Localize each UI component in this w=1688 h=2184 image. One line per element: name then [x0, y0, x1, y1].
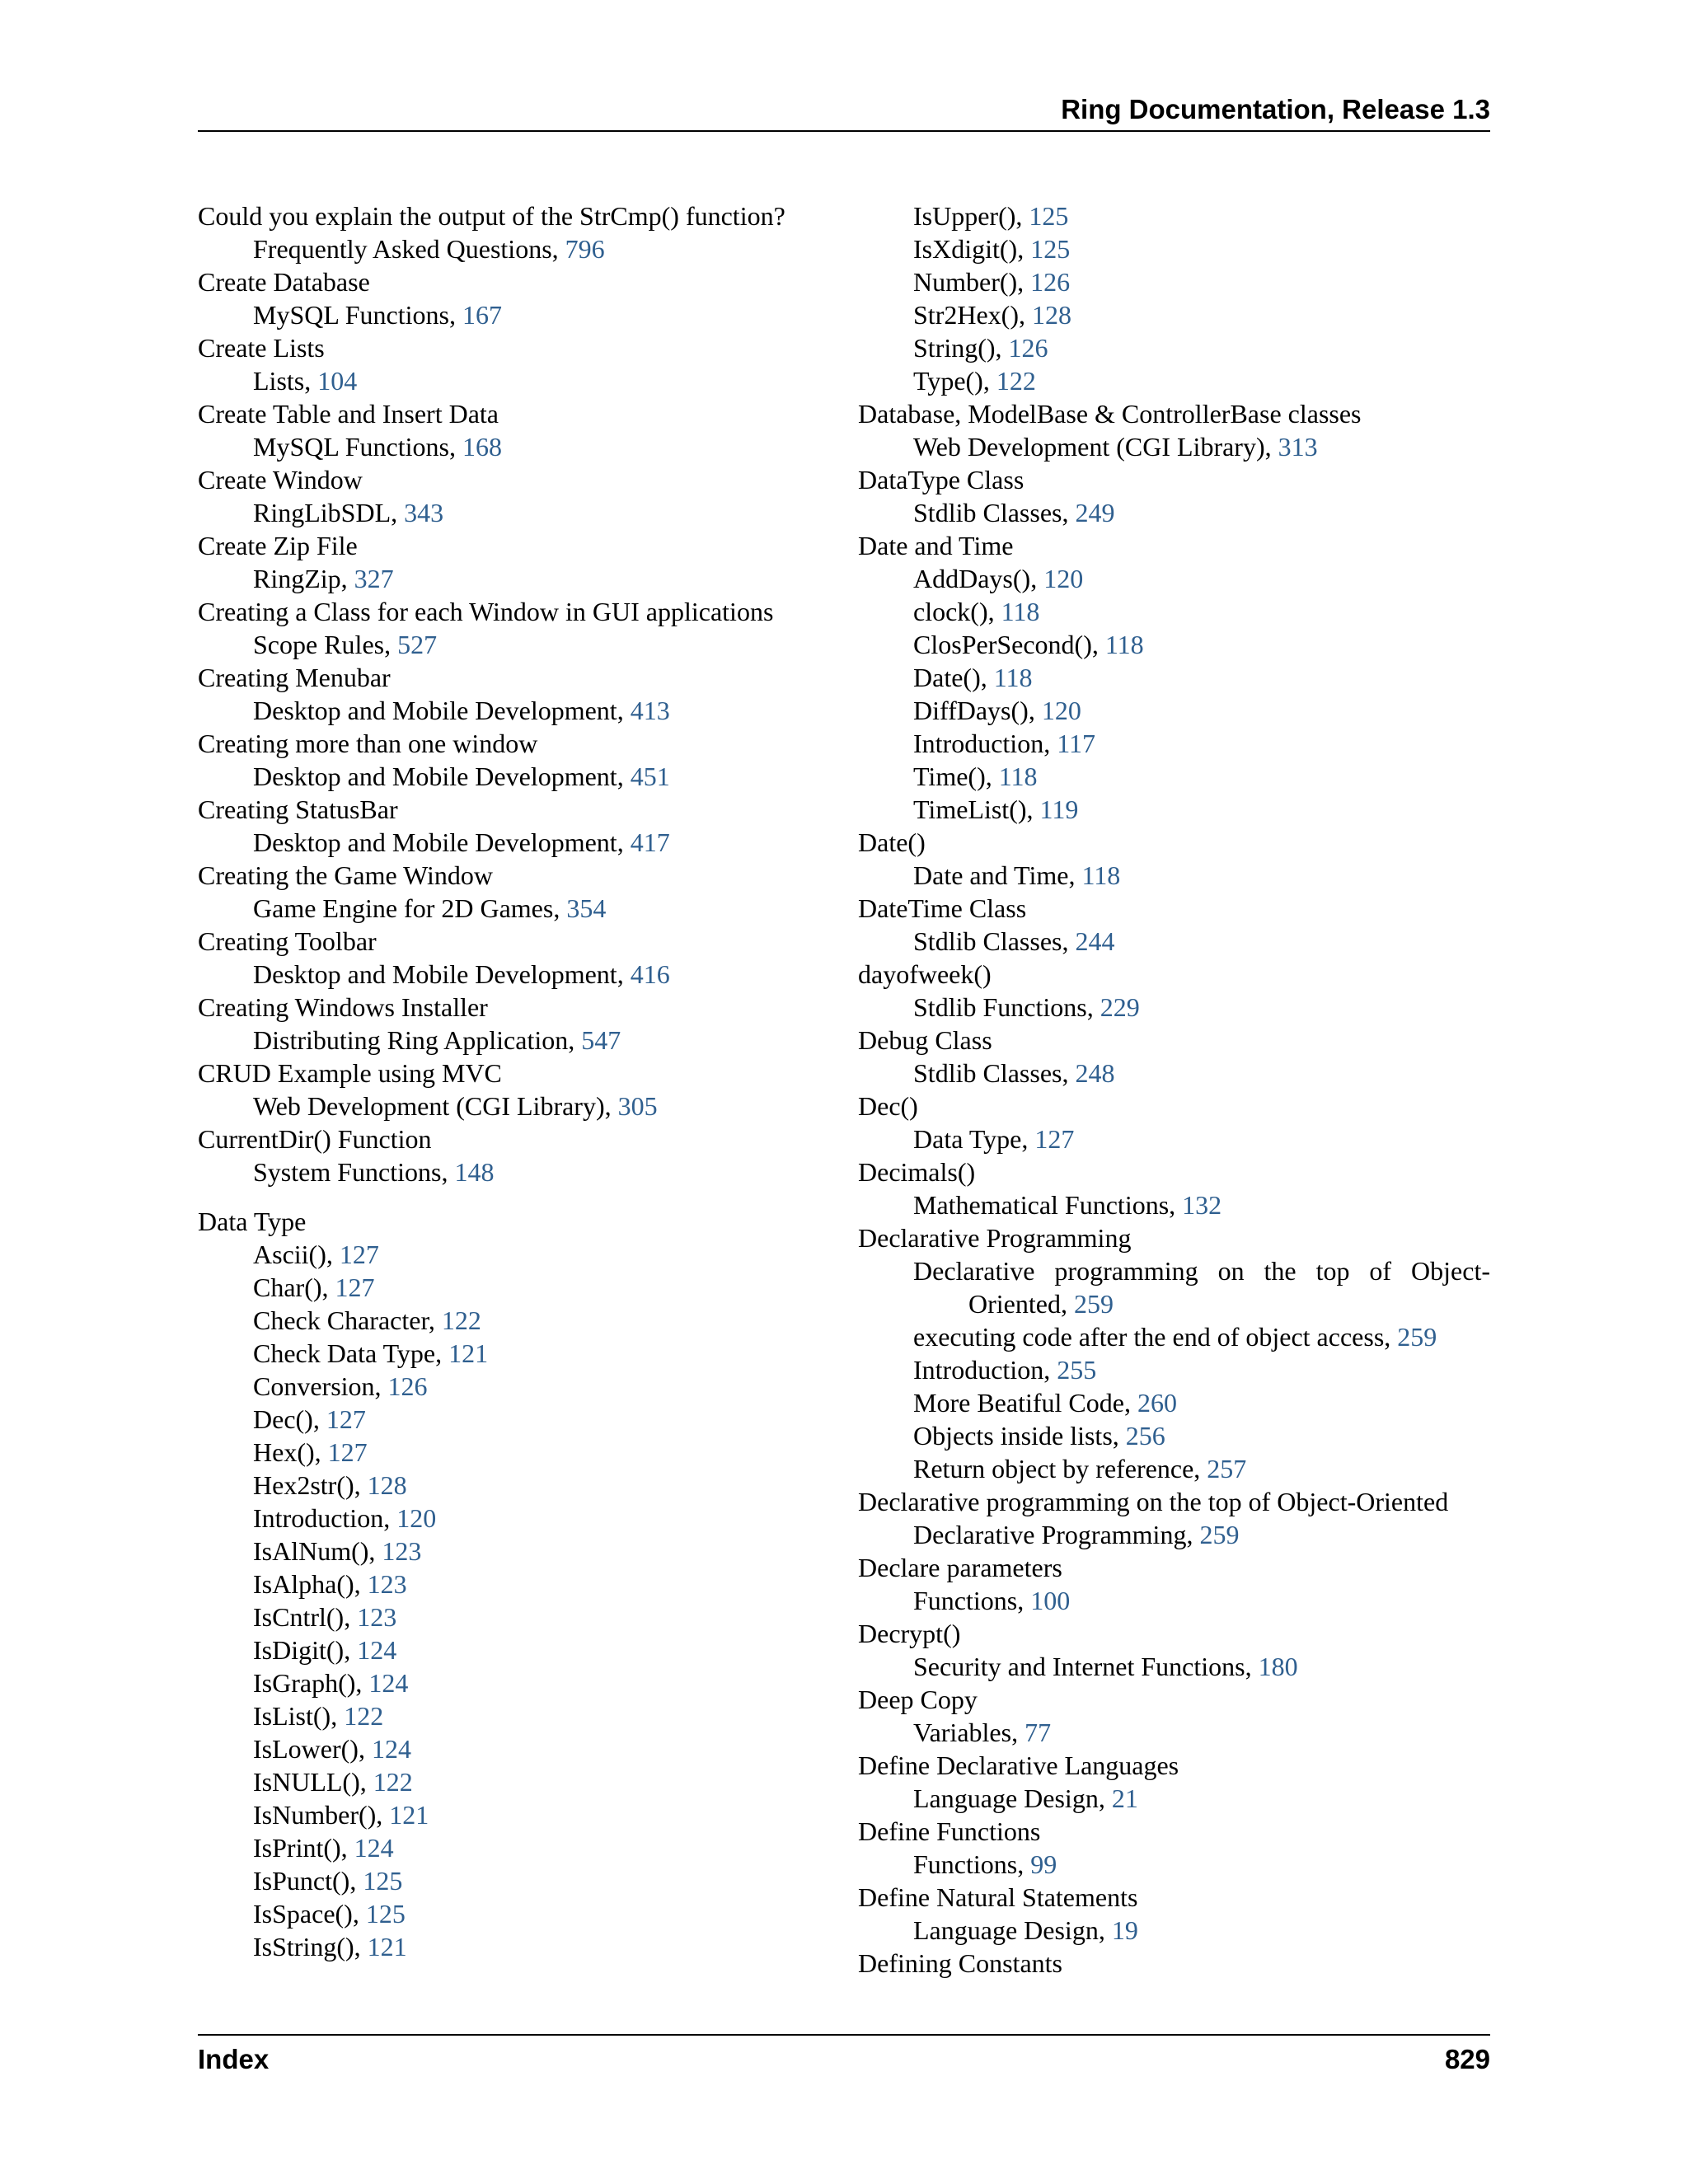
index-entry — [858, 1485, 1490, 1518]
index-term: More Beatiful Code — [913, 1388, 1124, 1418]
index-term: Ascii() — [253, 1240, 326, 1269]
index-term: TimeList() — [913, 794, 1027, 824]
index-term: Stdlib Classes — [913, 498, 1062, 527]
index-subentry: Date(), 118 — [913, 663, 1033, 692]
index-term: Language Design — [913, 1783, 1099, 1813]
page-reference-link[interactable]: 128 — [367, 1470, 407, 1500]
page-reference-link[interactable]: 124 — [368, 1668, 409, 1698]
index-subentry: Web Development (CGI Library), 313 — [913, 432, 1318, 462]
page-reference-link[interactable]: 123 — [357, 1602, 397, 1632]
page-reference-link[interactable]: 527 — [397, 630, 438, 659]
page-reference-link[interactable]: 126 — [387, 1371, 428, 1401]
footer-rule — [198, 2034, 1490, 2036]
page-reference-link[interactable]: 118 — [993, 663, 1033, 692]
index-entry — [198, 595, 824, 628]
index-column-left — [198, 199, 824, 1963]
index-term: Define Functions — [858, 1816, 1041, 1846]
page-reference-link[interactable]: 259 — [1397, 1322, 1437, 1352]
index-term: Declarative programming on the top of Object-Oriented — [913, 1256, 1490, 1319]
index-term: Database, ModelBase & ControllerBase classes — [858, 399, 1362, 429]
index-term: AddDays() — [913, 564, 1031, 593]
index-entry — [858, 1090, 1490, 1122]
index-subentry: Security and Internet Functions, 180 — [913, 1652, 1298, 1681]
index-subentry: Declarative programming on the top of Object-Oriented, 259 — [913, 1256, 1490, 1319]
index-term: System Functions — [253, 1157, 442, 1187]
index-entry — [198, 397, 824, 430]
page-reference-link[interactable]: 127 — [327, 1437, 368, 1467]
index-entry — [858, 1155, 1490, 1188]
index-entry — [198, 727, 824, 760]
index-subentry: Type(), 122 — [913, 366, 1036, 396]
index-subentry: AddDays(), 120 — [913, 564, 1084, 593]
index-subentry: String(), 126 — [913, 333, 1048, 363]
index-term: Stdlib Classes — [913, 1058, 1062, 1088]
index-subentry: Functions, 100 — [913, 1586, 1071, 1615]
index-term: Return object by reference — [913, 1454, 1194, 1483]
page-reference-link[interactable]: 118 — [998, 762, 1038, 791]
index-term: Declare parameters — [858, 1553, 1062, 1582]
index-subentry: clock(), 118 — [913, 597, 1040, 626]
page-reference-link[interactable]: 123 — [367, 1569, 407, 1599]
index-entry — [198, 1205, 824, 1238]
index-subentry: TimeList(), 119 — [913, 794, 1079, 824]
index-term: Stdlib Functions — [913, 992, 1087, 1022]
index-term: IsNULL() — [253, 1767, 360, 1797]
index-entry — [198, 1057, 824, 1090]
index-subentry: Variables, 77 — [913, 1718, 1052, 1747]
index-subentry: Conversion, 126 — [253, 1371, 428, 1401]
page-reference-link[interactable]: 123 — [382, 1536, 422, 1566]
index-term: MySQL Functions — [253, 432, 449, 462]
index-subentry: Declarative Programming, 259 — [913, 1520, 1240, 1549]
index-term: Security and Internet Functions — [913, 1652, 1245, 1681]
index-subentry: ClosPerSecond(), 118 — [913, 630, 1144, 659]
page-reference-link[interactable]: 180 — [1258, 1652, 1298, 1681]
index-subentry: IsDigit(), 124 — [253, 1635, 397, 1665]
index-term: Introduction — [913, 729, 1044, 758]
index-term: Functions — [913, 1849, 1018, 1879]
index-subentry: Frequently Asked Questions, 796 — [253, 234, 605, 264]
page-reference-link[interactable]: 127 — [1034, 1124, 1075, 1154]
page-reference-link[interactable]: 122 — [344, 1701, 384, 1731]
index-entry — [198, 265, 824, 298]
page-reference-link[interactable]: 259 — [1199, 1520, 1240, 1549]
index-entry — [858, 1749, 1490, 1782]
index-term: Create Zip File — [198, 531, 358, 560]
index-term: DiffDays() — [913, 696, 1029, 725]
index-term: MySQL Functions — [253, 300, 449, 330]
index-subentry: IsNumber(), 121 — [253, 1800, 429, 1830]
index-subentry: Dec(), 127 — [253, 1404, 366, 1434]
page-reference-link[interactable]: 259 — [1073, 1289, 1114, 1319]
index-term: IsPunct() — [253, 1866, 350, 1896]
index-term: Introduction — [913, 1355, 1044, 1385]
page-reference-link[interactable]: 117 — [1057, 729, 1095, 758]
index-subentry: Char(), 127 — [253, 1272, 375, 1302]
page-reference-link[interactable]: 125 — [1029, 201, 1069, 231]
page-reference-link[interactable]: 120 — [1043, 564, 1084, 593]
page-reference-link[interactable]: 120 — [396, 1503, 437, 1533]
index-subentry: Web Development (CGI Library), 305 — [253, 1091, 658, 1121]
page-reference-link[interactable]: 118 — [1081, 860, 1121, 890]
index-term: Create Table and Insert Data — [198, 399, 499, 429]
index-term: Mathematical Functions — [913, 1190, 1170, 1220]
index-subentry: Desktop and Mobile Development, 417 — [253, 827, 670, 857]
page-reference-link[interactable]: 125 — [363, 1866, 403, 1896]
page-reference-link[interactable]: 128 — [1031, 300, 1071, 330]
index-term: ClosPerSecond() — [913, 630, 1092, 659]
index-term: Hex() — [253, 1437, 315, 1467]
index-subentry: Scope Rules, 527 — [253, 630, 438, 659]
page-reference-link[interactable]: 305 — [617, 1091, 658, 1121]
page-reference-link[interactable]: 125 — [1030, 234, 1071, 264]
index-term: IsAlpha() — [253, 1569, 354, 1599]
index-term: Dec() — [858, 1091, 918, 1121]
index-term: Deep Copy — [858, 1685, 978, 1714]
index-term: Dec() — [253, 1404, 313, 1434]
index-entry — [198, 199, 824, 232]
index-subentry: IsLower(), 124 — [253, 1734, 411, 1764]
index-term: IsList() — [253, 1701, 331, 1731]
page-reference-link[interactable]: 327 — [354, 564, 394, 593]
index-subentry: More Beatiful Code, 260 — [913, 1388, 1177, 1418]
index-term: IsNumber() — [253, 1800, 377, 1830]
index-term: IsPrint() — [253, 1833, 341, 1863]
page-reference-link[interactable]: 127 — [339, 1240, 379, 1269]
page-reference-link[interactable]: 77 — [1025, 1718, 1052, 1747]
index-entry — [858, 397, 1490, 430]
index-subentry: Number(), 126 — [913, 267, 1071, 297]
index-subentry: executing code after the end of object access, 259 — [913, 1322, 1437, 1352]
index-subentry: IsXdigit(), 125 — [913, 234, 1071, 264]
index-subentry: IsSpace(), 125 — [253, 1899, 406, 1929]
index-entry — [858, 826, 1490, 859]
index-subentry: Ascii(), 127 — [253, 1240, 379, 1269]
page-reference-link[interactable]: 126 — [1030, 267, 1071, 297]
index-subentry: MySQL Functions, 167 — [253, 300, 502, 330]
index-subentry: Time(), 118 — [913, 762, 1038, 791]
page-reference-link[interactable]: 255 — [1057, 1355, 1097, 1385]
index-term: Frequently Asked Questions — [253, 234, 552, 264]
footer-page-number: 829 — [1444, 2044, 1490, 2074]
index-subentry: DiffDays(), 120 — [913, 696, 1081, 725]
index-subentry: IsPunct(), 125 — [253, 1866, 403, 1896]
index-entry — [858, 1947, 1490, 1980]
page-reference-link[interactable]: 126 — [1008, 333, 1048, 363]
page-reference-link[interactable]: 122 — [373, 1767, 413, 1797]
index-entry — [198, 463, 824, 496]
index-entry — [198, 991, 824, 1024]
index-term: Desktop and Mobile Development — [253, 762, 617, 791]
page-reference-link[interactable]: 122 — [441, 1305, 481, 1335]
index-subentry: IsString(), 121 — [253, 1932, 407, 1961]
index-term: Time() — [913, 762, 986, 791]
index-subentry: MySQL Functions, 168 — [253, 432, 502, 462]
index-term: Creating a Class for each Window in GUI applications — [198, 597, 774, 626]
index-term: Variables — [913, 1718, 1012, 1747]
index-entry — [858, 892, 1490, 925]
index-term: Create Database — [198, 267, 370, 297]
index-term: Functions — [913, 1586, 1018, 1615]
index-term: Decimals() — [858, 1157, 976, 1187]
page-reference-link[interactable]: 229 — [1100, 992, 1140, 1022]
index-term: Creating more than one window — [198, 729, 538, 758]
page-reference-link[interactable]: 417 — [630, 827, 670, 857]
page-reference-link[interactable]: 118 — [1001, 597, 1040, 626]
index-term: Number() — [913, 267, 1018, 297]
index-term: String() — [913, 333, 996, 363]
index-entry — [198, 529, 824, 562]
index-term: Language Design — [913, 1915, 1099, 1945]
index-term: RingLibSDL — [253, 498, 392, 527]
index-subentry: Objects inside lists, 256 — [913, 1421, 1165, 1451]
page-reference-link[interactable]: 127 — [326, 1404, 366, 1434]
index-term: Desktop and Mobile Development — [253, 827, 617, 857]
index-term: Conversion — [253, 1371, 375, 1401]
running-header-title: Ring Documentation, Release 1.3 — [1061, 94, 1490, 124]
index-subentry: IsAlpha(), 123 — [253, 1569, 407, 1599]
page-reference-link[interactable]: 124 — [357, 1635, 397, 1665]
page-reference-link[interactable]: 167 — [462, 300, 502, 330]
page-reference-link[interactable]: 313 — [1278, 432, 1318, 462]
page-reference-link[interactable]: 119 — [1039, 794, 1079, 824]
index-term: IsAlNum() — [253, 1536, 369, 1566]
page-reference-link[interactable]: 120 — [1041, 696, 1081, 725]
page-reference-link[interactable]: 19 — [1111, 1915, 1138, 1945]
page-reference-link[interactable]: 244 — [1075, 926, 1115, 956]
index-subentry: IsGraph(), 124 — [253, 1668, 409, 1698]
page-reference-link[interactable]: 354 — [566, 893, 607, 923]
page-reference-link[interactable]: 99 — [1030, 1849, 1057, 1879]
index-subentry: Desktop and Mobile Development, 416 — [253, 959, 670, 989]
index-subentry: Distributing Ring Application, 547 — [253, 1025, 621, 1055]
index-term: Declarative programming on the top of Object-Oriented — [858, 1487, 1449, 1516]
index-term: DataType Class — [858, 465, 1025, 494]
index-term: Date() — [913, 663, 981, 692]
index-subentry: IsCntrl(), 123 — [253, 1602, 397, 1632]
index-term: RingZip — [253, 564, 341, 593]
index-term: Desktop and Mobile Development — [253, 959, 617, 989]
index-term: CRUD Example using MVC — [198, 1058, 502, 1088]
index-term: Objects inside lists — [913, 1421, 1113, 1451]
index-term: Hex2str() — [253, 1470, 354, 1500]
index-term: Define Natural Statements — [858, 1882, 1138, 1912]
index-term: Could you explain the output of the StrCmp() function? — [198, 201, 785, 231]
index-term: Desktop and Mobile Development — [253, 696, 617, 725]
footer-section-label: Index — [198, 2044, 270, 2074]
page-reference-link[interactable]: 124 — [354, 1833, 394, 1863]
index-subentry: Language Design, 21 — [913, 1783, 1138, 1813]
index-term: Game Engine for 2D Games — [253, 893, 554, 923]
index-subentry: Language Design, 19 — [913, 1915, 1138, 1945]
page-reference-link[interactable]: 124 — [371, 1734, 411, 1764]
index-subentry: Introduction, 117 — [913, 729, 1095, 758]
index-term: Date and Time — [913, 860, 1069, 890]
index-subentry: Str2Hex(), 128 — [913, 300, 1071, 330]
index-term: Creating StatusBar — [198, 794, 398, 824]
index-subentry: Return object by reference, 257 — [913, 1454, 1247, 1483]
header-rule — [198, 130, 1490, 132]
index-entry — [858, 529, 1490, 562]
index-subentry: Desktop and Mobile Development, 413 — [253, 696, 670, 725]
index-subentry: RingLibSDL, 343 — [253, 498, 444, 527]
index-term: Scope Rules — [253, 630, 385, 659]
index-subentry: RingZip, 327 — [253, 564, 394, 593]
index-term: Str2Hex() — [913, 300, 1019, 330]
index-term: IsString() — [253, 1932, 354, 1961]
page-reference-link[interactable]: 796 — [565, 234, 605, 264]
index-term: Data Type — [198, 1207, 307, 1236]
page-reference-link[interactable]: 257 — [1207, 1454, 1247, 1483]
index-subentry: IsList(), 122 — [253, 1701, 384, 1731]
index-term: Check Character — [253, 1305, 429, 1335]
index-term: IsLower() — [253, 1734, 359, 1764]
index-term: executing code after the end of object access — [913, 1322, 1385, 1352]
page-reference-link[interactable]: 451 — [630, 762, 670, 791]
page-reference-link[interactable]: 260 — [1137, 1388, 1177, 1418]
index-subentry: Stdlib Classes, 249 — [913, 498, 1115, 527]
page-reference-link[interactable]: 416 — [630, 959, 670, 989]
index-entry — [858, 1221, 1490, 1254]
index-entry — [198, 661, 824, 694]
index-term: Web Development (CGI Library) — [253, 1091, 605, 1121]
index-subentry: Stdlib Functions, 229 — [913, 992, 1140, 1022]
index-term: Distributing Ring Application — [253, 1025, 569, 1055]
index-subentry: IsNULL(), 122 — [253, 1767, 413, 1797]
index-term: Create Window — [198, 465, 363, 494]
page-reference-link[interactable]: 121 — [367, 1932, 407, 1961]
index-term: IsXdigit() — [913, 234, 1018, 264]
index-entry — [858, 1815, 1490, 1848]
page-reference-link[interactable]: 104 — [317, 366, 358, 396]
index-group-gap — [198, 1188, 824, 1205]
index-subentry: Hex2str(), 128 — [253, 1470, 407, 1500]
index-term: IsDigit() — [253, 1635, 345, 1665]
page-reference-link[interactable]: 343 — [404, 498, 444, 527]
index-term: clock() — [913, 597, 988, 626]
index-term: Declarative Programming — [913, 1520, 1187, 1549]
index-subentry: Mathematical Functions, 132 — [913, 1190, 1222, 1220]
index-entry — [198, 925, 824, 958]
page-reference-link[interactable]: 168 — [462, 432, 502, 462]
index-entry — [858, 463, 1490, 496]
index-term: Creating the Game Window — [198, 860, 494, 890]
index-subentry: Data Type, 127 — [913, 1124, 1075, 1154]
index-entry — [858, 958, 1490, 991]
index-term: Debug Class — [858, 1025, 992, 1055]
index-term: Creating Toolbar — [198, 926, 377, 956]
index-subentry: Stdlib Classes, 244 — [913, 926, 1115, 956]
page-reference-link[interactable]: 122 — [996, 366, 1036, 396]
page-reference-link[interactable]: 21 — [1111, 1783, 1138, 1813]
index-term: Defining Constants — [858, 1948, 1062, 1978]
index-subentry: IsUpper(), 125 — [913, 201, 1069, 231]
page-reference-link[interactable]: 121 — [389, 1800, 429, 1830]
index-term: Decrypt() — [858, 1619, 961, 1648]
page-reference-link[interactable]: 547 — [581, 1025, 621, 1055]
index-column-right — [858, 199, 1490, 1980]
index-subentry: Check Character, 122 — [253, 1305, 481, 1335]
page-reference-link[interactable]: 248 — [1075, 1058, 1115, 1088]
index-term: Data Type — [913, 1124, 1022, 1154]
index-entry — [198, 1122, 824, 1155]
index-term: IsGraph() — [253, 1668, 356, 1698]
index-entry — [858, 1024, 1490, 1057]
index-entry — [858, 1683, 1490, 1716]
page-reference-link[interactable]: 100 — [1030, 1586, 1071, 1615]
index-subentry: Game Engine for 2D Games, 354 — [253, 893, 607, 923]
page-reference-link[interactable]: 118 — [1104, 630, 1144, 659]
index-term: Type() — [913, 366, 983, 396]
index-entry — [858, 1881, 1490, 1914]
page-reference-link[interactable]: 121 — [448, 1338, 489, 1368]
index-subentry: Functions, 99 — [913, 1849, 1057, 1879]
index-term: Check Data Type — [253, 1338, 436, 1368]
index-subentry: Stdlib Classes, 248 — [913, 1058, 1115, 1088]
index-subentry: Introduction, 120 — [253, 1503, 437, 1533]
page-reference-link[interactable]: 125 — [365, 1899, 406, 1929]
index-term: Creating Windows Installer — [198, 992, 488, 1022]
index-subentry: Lists, 104 — [253, 366, 358, 396]
index-term: IsUpper() — [913, 201, 1016, 231]
index-term: Creating Menubar — [198, 663, 391, 692]
page-reference-link[interactable]: 256 — [1125, 1421, 1165, 1451]
index-entry — [198, 331, 824, 364]
page-reference-link[interactable]: 148 — [454, 1157, 495, 1187]
index-term: IsCntrl() — [253, 1602, 345, 1632]
index-term: Stdlib Classes — [913, 926, 1062, 956]
index-term: DateTime Class — [858, 893, 1027, 923]
index-term: Lists — [253, 366, 305, 396]
index-entry — [198, 859, 824, 892]
index-term: dayofweek() — [858, 959, 992, 989]
index-term: IsSpace() — [253, 1899, 353, 1929]
index-subentry: Date and Time, 118 — [913, 860, 1121, 890]
index-term: CurrentDir() Function — [198, 1124, 432, 1154]
page-reference-link[interactable]: 127 — [335, 1272, 375, 1302]
index-subentry: IsAlNum(), 123 — [253, 1536, 422, 1566]
page-reference-link[interactable]: 413 — [630, 696, 670, 725]
index-entry — [198, 793, 824, 826]
index-term: Web Development (CGI Library) — [913, 432, 1265, 462]
index-term: Create Lists — [198, 333, 325, 363]
index-term: Define Declarative Languages — [858, 1750, 1179, 1780]
index-term: Date and Time — [858, 531, 1014, 560]
index-term: Introduction — [253, 1503, 384, 1533]
page-reference-link[interactable]: 132 — [1182, 1190, 1222, 1220]
index-term: Declarative Programming — [858, 1223, 1132, 1253]
index-entry — [858, 1551, 1490, 1584]
index-subentry: IsPrint(), 124 — [253, 1833, 394, 1863]
index-term: Char() — [253, 1272, 322, 1302]
index-subentry: Introduction, 255 — [913, 1355, 1097, 1385]
index-entry — [858, 1617, 1490, 1650]
index-subentry: Check Data Type, 121 — [253, 1338, 489, 1368]
index-subentry: System Functions, 148 — [253, 1157, 495, 1187]
index-term: Date() — [858, 827, 926, 857]
index-subentry: Desktop and Mobile Development, 451 — [253, 762, 670, 791]
index-subentry: Hex(), 127 — [253, 1437, 368, 1467]
page-reference-link[interactable]: 249 — [1075, 498, 1115, 527]
